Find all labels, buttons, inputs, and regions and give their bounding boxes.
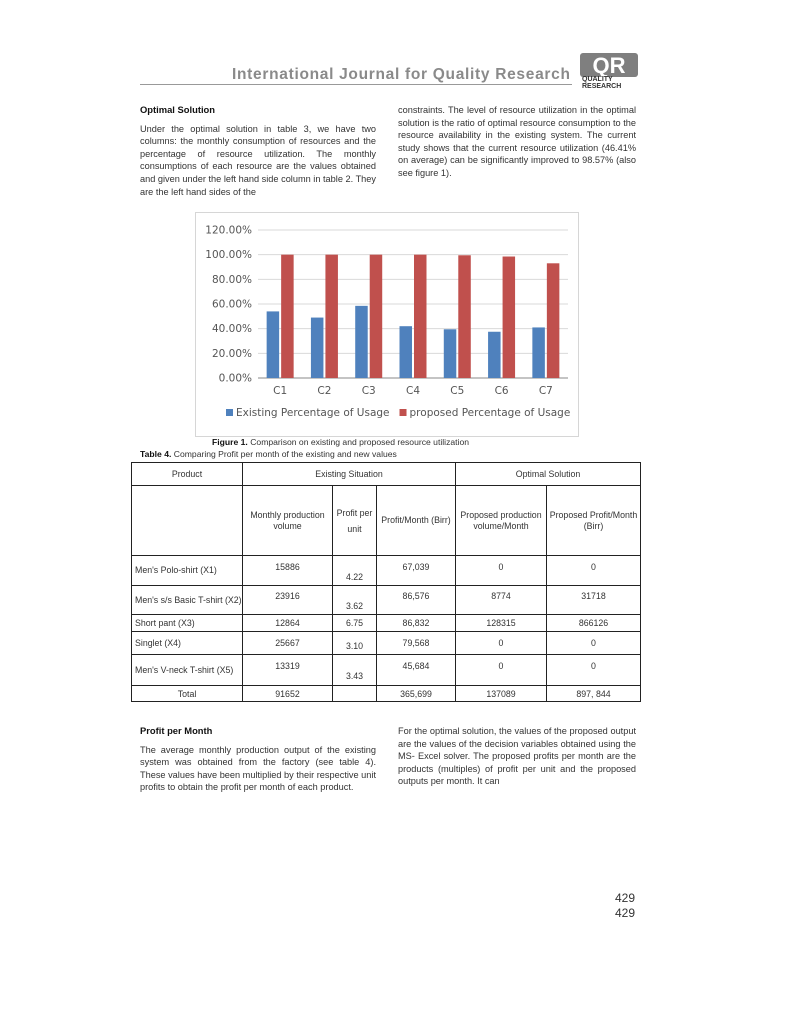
row-proposed-volume: 0	[498, 661, 504, 671]
row-proposed-profit: 31718	[581, 591, 606, 601]
row-product: Singlet (X4)	[132, 632, 243, 655]
optimal-solution-right-text: constraints. The level of resource utilization in the optimal solution is the ratio of optimal resource consumption to the resource availability in the existing system. The current study shows that the current resource utilization (46.41% on average) can be significantly improved to 98.57% (also see figure 1).	[398, 105, 636, 178]
bar-existing	[355, 306, 368, 378]
bar-existing	[444, 329, 457, 378]
profit-section-right-column	[398, 725, 636, 788]
row-product: Men's s/s Basic T-shirt (X2)	[132, 586, 243, 615]
subheader-proposed-volume: Proposed production volume/Month	[456, 486, 547, 556]
profit-comparison-table	[131, 462, 641, 702]
x-tick-label: C2	[317, 385, 332, 397]
bar-proposed	[414, 255, 427, 378]
logo-letters: QR	[592, 53, 626, 78]
bar-existing	[400, 326, 413, 378]
row-unit-profit: 3.43	[345, 671, 364, 681]
y-tick-label: 0.00%	[218, 372, 252, 385]
y-tick-label: 120.00%	[205, 224, 252, 237]
profit-section-right-text: For the optimal solution, the values of the proposed output are the values of the decision variables obtained using the MS- Excel solver. The proposed profits per month are the products (multiples) of profit per unit and the proposed outputs per month. It can	[398, 726, 636, 787]
optimal-solution-heading: Optimal Solution	[140, 104, 215, 115]
profit-section-left-text: The average monthly production output of the existing system was obtained from the factory (see table 4). These values have been multiplied by their respective unit profits to obtain the profit per month of each product.	[140, 744, 376, 793]
figure-caption	[212, 437, 469, 447]
table-row	[132, 556, 641, 586]
bar-proposed	[503, 257, 515, 378]
x-tick-label: C4	[405, 385, 421, 397]
bar-existing	[488, 332, 501, 378]
row-product: Men's Polo-shirt (X1)	[132, 556, 243, 586]
figure-caption-text: Comparison on existing and proposed resource utilization	[250, 437, 470, 447]
row-proposed-volume: 8774	[491, 591, 511, 601]
row-product: Short pant (X3)	[132, 615, 243, 632]
bar-existing	[532, 327, 545, 378]
row-unit-profit: 4.22	[345, 571, 364, 582]
header-optimal-solution: Optimal Solution	[456, 463, 641, 486]
table-caption-text: Comparing Profit per month of the existing and new values	[173, 449, 397, 459]
total-unit-profit-empty	[333, 686, 377, 702]
logo-caption-line2: RESEARCH	[582, 83, 622, 90]
optimal-solution-left-column	[140, 104, 376, 198]
row-unit-profit: 6.75	[333, 615, 377, 632]
profit-section-heading: Profit per Month	[140, 725, 213, 736]
subheader-empty	[132, 486, 243, 556]
row-proposed-profit: 0	[591, 661, 596, 671]
row-profit: 45,684	[402, 661, 430, 671]
table-row	[132, 632, 641, 655]
x-tick-label: C3	[361, 385, 376, 397]
subheader-profit-per-unit: Profit per unit	[333, 486, 377, 556]
row-volume: 12864	[243, 615, 333, 632]
subheader-monthly-volume: Monthly production volume	[243, 486, 333, 556]
chart-svg	[196, 213, 578, 436]
y-tick-label: 80.00%	[211, 273, 252, 286]
table-label: Table 4.	[140, 449, 172, 459]
row-product: Men's V-neck T-shirt (X5)	[132, 655, 243, 686]
row-volume: 13319	[275, 661, 300, 671]
header-rule	[140, 84, 572, 85]
subheader-proposed-profit: Proposed Profit/Month (Birr)	[547, 486, 641, 556]
table-caption	[140, 449, 397, 459]
bar-existing	[311, 318, 324, 378]
row-volume: 25667	[243, 632, 333, 655]
table-subheader-row	[132, 486, 641, 556]
total-volume: 91652	[243, 686, 333, 702]
legend-label: proposed Percentage of Usage	[409, 407, 571, 419]
y-tick-label: 100.00%	[205, 249, 252, 262]
x-tick-label: C1	[273, 385, 288, 397]
subheader-profit-month: Profit/Month (Birr)	[377, 486, 456, 556]
row-profit: 67,039	[402, 561, 430, 572]
profit-section-left-column	[140, 725, 376, 794]
total-profit: 365,699	[377, 686, 456, 702]
x-tick-label: C6	[494, 385, 509, 397]
row-proposed-profit: 866126	[547, 615, 641, 632]
optimal-solution-right-column	[398, 104, 636, 180]
table-row	[132, 586, 641, 615]
table-row	[132, 655, 641, 686]
row-profit: 79,568	[377, 632, 456, 655]
row-profit: 86,832	[377, 615, 456, 632]
figure-label: Figure 1.	[212, 437, 248, 447]
row-proposed-volume: 0	[498, 561, 504, 572]
table-row	[132, 615, 641, 632]
y-tick-label: 40.00%	[211, 323, 252, 336]
page-number: 429	[614, 891, 635, 905]
header-existing-situation: Existing Situation	[243, 463, 456, 486]
row-proposed-volume: 128315	[456, 615, 547, 632]
bar-proposed	[458, 255, 471, 378]
header-product: Product	[132, 463, 243, 486]
table-header-row	[132, 463, 641, 486]
legend-swatch	[400, 409, 407, 416]
legend-swatch	[226, 409, 233, 416]
logo-caption	[582, 76, 621, 90]
x-tick-label: C5	[450, 385, 465, 397]
table-total-row	[132, 686, 641, 702]
row-proposed-profit: 0	[547, 632, 641, 655]
total-proposed-profit: 897, 844	[547, 686, 641, 702]
y-tick-label: 60.00%	[211, 298, 252, 311]
row-unit-profit: 3.10	[345, 641, 364, 651]
row-volume: 15886	[275, 561, 300, 572]
figure-1-chart	[195, 212, 579, 437]
optimal-solution-left-text: Under the optimal solution in table 3, we have two columns: the monthly consumption of resources and the percentage of resource utilization. The monthly consumptions of each resource are the values obtained and given under the left hand side column in table 2. They are the left hand sides of the	[140, 123, 376, 197]
bar-proposed	[547, 263, 560, 378]
bar-proposed	[325, 255, 338, 378]
row-proposed-volume: 0	[456, 632, 547, 655]
total-label: Total	[132, 686, 243, 702]
row-unit-profit: 3.62	[345, 601, 364, 611]
y-tick-label: 20.00%	[211, 347, 252, 360]
bar-proposed	[370, 255, 383, 378]
row-volume: 23916	[275, 591, 300, 601]
page-number-duplicate: 429	[614, 906, 635, 920]
row-proposed-profit: 0	[591, 561, 596, 572]
logo-caption-line1: QUALITY	[582, 76, 613, 83]
legend-label: Existing Percentage of Usage	[236, 407, 390, 419]
total-proposed-volume: 137089	[456, 686, 547, 702]
journal-title: International Journal for Quality Research	[232, 66, 571, 83]
row-profit: 86,576	[402, 591, 430, 601]
bar-proposed	[281, 255, 294, 378]
bar-existing	[267, 311, 280, 378]
x-tick-label: C7	[538, 385, 553, 397]
